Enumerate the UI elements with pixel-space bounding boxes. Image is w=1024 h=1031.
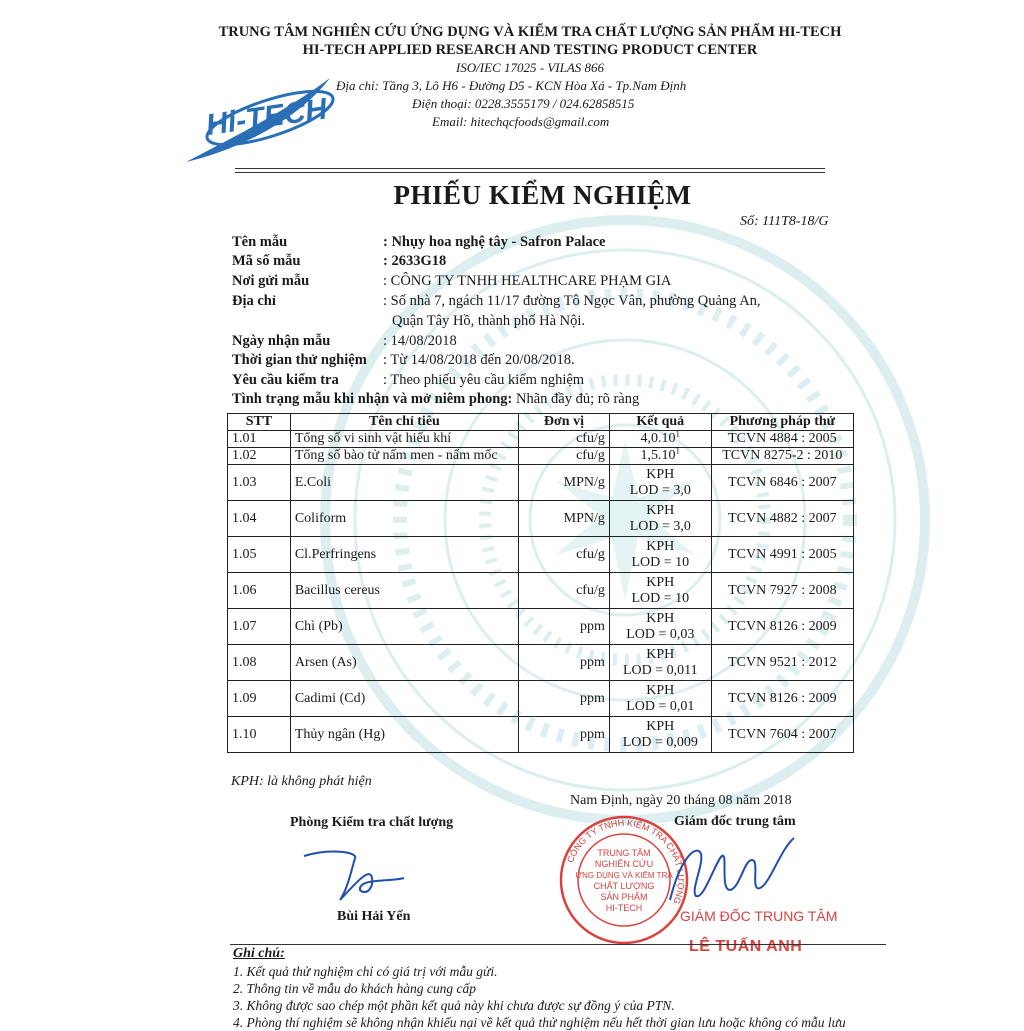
cell-stt: 1.09 (228, 681, 291, 717)
cell-unit: cfu/g (519, 537, 610, 573)
header-name: Tên chỉ tiêu (290, 414, 518, 431)
header-rule-thin (235, 172, 825, 173)
cell-result (609, 465, 711, 501)
received-date-value: : 14/08/2018 (383, 333, 457, 349)
cell-result (609, 573, 711, 609)
signature-2 (660, 830, 800, 920)
result-lod: LOD = 3,0 (629, 518, 691, 534)
result-base: KPH (646, 718, 675, 734)
org-email: Email: hitechqcfoods@gmail.com (432, 114, 610, 129)
cell-unit: cfu/g (519, 573, 610, 609)
cell-stt: 1.03 (228, 465, 291, 501)
condition-value: Nhãn đầy đủ; rõ ràng (512, 391, 640, 407)
stamp-line-6: HI-TECH (605, 903, 643, 913)
standards-line: ISO/IEC 17025 - VILAS 866 (455, 60, 605, 75)
address-value-2: Quận Tây Hồ, thành phố Hà Nội. (392, 313, 586, 329)
notes-heading: Ghi chú: (233, 946, 285, 961)
sample-name-value: : Nhụy hoa nghệ tây - Safron Palace (383, 234, 606, 250)
cell-name: Coliform (290, 501, 518, 537)
table-row (228, 645, 854, 681)
cell-stt: 1.05 (228, 537, 291, 573)
sender-label: Nơi gửi mẫu (232, 273, 310, 289)
cell-result (609, 537, 711, 573)
result-lod: LOD = 10 (631, 554, 690, 570)
table-row (228, 717, 854, 753)
director-title: Giám đốc trung tâm (674, 814, 796, 829)
header-result: Kết quả (609, 414, 711, 431)
cell-result (609, 445, 711, 465)
result-lod: LOD = 10 (631, 590, 690, 606)
cell-name: Cadimi (Cd) (290, 681, 518, 717)
sample-code-value: : 2633G18 (383, 253, 447, 269)
stamp-ring-text: CÔNG TY TNHH KIỂM TRA CHẤT LƯỢNG (565, 817, 687, 906)
sample-code-label: Mã số mẫu (232, 253, 301, 269)
cell-unit: MPN/g (519, 501, 610, 537)
table-row (228, 609, 854, 645)
cell-result (609, 428, 711, 448)
result-lod: LOD = 0,009 (622, 734, 698, 750)
cell-stt: 1.06 (228, 573, 291, 609)
cell-stt: 1.07 (228, 609, 291, 645)
result-base: KPH (646, 502, 675, 518)
table-row (228, 465, 854, 501)
table-row (228, 537, 854, 573)
result-lod: LOD = 3,0 (629, 482, 691, 498)
request-label: Yêu cầu kiểm tra (232, 372, 339, 388)
header-unit: Đơn vị (519, 414, 610, 431)
cell-stt: 1.04 (228, 501, 291, 537)
result-lod: LOD = 0,011 (622, 662, 698, 678)
cell-method: TCVN 7604 : 2007 (711, 717, 853, 753)
stamp-line-4: CHẤT LƯỢNG (593, 881, 655, 891)
cell-unit: ppm (519, 717, 610, 753)
cell-name: Cl.Perfringens (290, 537, 518, 573)
note-item: 1. Kết quả thử nghiệm chỉ có giá trị với mẫu gửi. (233, 964, 498, 979)
table-row (228, 501, 854, 537)
result-base: KPH (646, 466, 675, 482)
result-base: 4,0.10 (640, 431, 676, 446)
result-base: KPH (646, 646, 675, 662)
logo-text: Hi-TECH (204, 92, 330, 143)
results-table (227, 413, 854, 753)
request-value: : Theo phiếu yêu cầu kiểm nghiệm (383, 372, 585, 388)
result-exponent: 1 (675, 445, 681, 456)
sample-name-label: Tên mẫu (232, 234, 288, 250)
cell-method: TCVN 4991 : 2005 (711, 537, 853, 573)
received-date-label: Ngày nhận mẫu (232, 333, 331, 349)
cell-method: TCVN 6846 : 2007 (711, 465, 853, 501)
org-address: Địa chỉ: Tầng 3, Lô H6 - Đường D5 - KCN Hòa Xá - Tp.Nam Định (336, 78, 687, 93)
table-row (228, 448, 854, 465)
cell-result (609, 717, 711, 753)
cell-name: Tổng số bào tử nấm men - nấm mốc (290, 448, 518, 465)
cell-method: TCVN 9521 : 2012 (711, 645, 853, 681)
stamp-line-2: NGHIÊN CỨU (594, 859, 654, 869)
cell-method: TCVN 8275-2 : 2010 (711, 448, 853, 465)
cell-method: TCVN 7927 : 2008 (711, 573, 853, 609)
org-name-en: HI-TECH APPLIED RESEARCH AND TESTING PRODUCT CENTER (302, 42, 758, 58)
cell-method: TCVN 4884 : 2005 (711, 431, 853, 448)
result-base: KPH (646, 538, 675, 554)
cell-stt: 1.10 (228, 717, 291, 753)
department-title: Phòng Kiểm tra chất lượng (290, 815, 454, 830)
cell-unit: ppm (519, 681, 610, 717)
org-name-vi: TRUNG TÂM NGHIÊN CỨU ỨNG DỤNG VÀ KIỂM TRA CHẤT LƯỢNG SẢN PHẨM HI-TECH (218, 24, 842, 40)
kph-note: KPH: là không phát hiện (231, 774, 372, 789)
signer-name: Bùi Hải Yến (337, 909, 411, 924)
cell-method: TCVN 8126 : 2009 (711, 609, 853, 645)
cell-stt: 1.08 (228, 645, 291, 681)
cell-unit: cfu/g (519, 431, 610, 448)
note-item: 3. Không được sao chép một phần kết quả này khi chưa được sự đồng ý của PTN. (233, 998, 675, 1013)
org-phone: Điện thoại: 0228.3555179 / 024.62858515 (412, 96, 635, 111)
hitech-logo (178, 70, 338, 170)
cell-name: Tổng số vi sinh vật hiếu khí (290, 431, 518, 448)
cell-result (609, 501, 711, 537)
table-row (228, 431, 854, 448)
test-time-value: : Từ 14/08/2018 đến 20/08/2018. (383, 352, 575, 368)
header-rule (235, 168, 825, 169)
stamp-name: LÊ TUẤN ANH (689, 938, 803, 955)
header-stt: STT (228, 414, 291, 431)
table-row (228, 681, 854, 717)
result-base: KPH (646, 610, 675, 626)
address-value-1: : Số nhà 7, ngách 11/17 đường Tô Ngọc Vân, phường Quảng An, (383, 293, 761, 309)
cell-unit: ppm (519, 645, 610, 681)
condition-line (232, 391, 639, 408)
cell-unit: ppm (519, 609, 610, 645)
cell-result (609, 645, 711, 681)
condition-label: Tình trạng mẫu khi nhận và mở niêm phong: (232, 391, 513, 407)
cell-result (609, 609, 711, 645)
note-item: 4. Phòng thí nghiệm sẽ không nhận khiếu nại về kết quả thử nghiệm nếu hết thời gian lưu hoặc không có mẫu lưu (233, 1015, 846, 1030)
cell-name: Chì (Pb) (290, 609, 518, 645)
cell-method: TCVN 8126 : 2009 (711, 681, 853, 717)
cell-name: Arsen (As) (290, 645, 518, 681)
cell-stt: 1.01 (228, 431, 291, 448)
result-base: KPH (646, 682, 675, 698)
stamp-line-5: SẢN PHẨM (600, 892, 648, 902)
signature-1 (300, 838, 410, 908)
notes-rule (230, 944, 886, 945)
stamp-line-1: TRUNG TÂM (597, 848, 651, 858)
note-item: 2. Thông tin về mẫu do khách hàng cung cấp (233, 981, 476, 996)
result-base: 1,5.10 (640, 448, 676, 463)
document-title: PHIẾU KIỂM NGHIỆM (393, 180, 692, 210)
cell-name: E.Coli (290, 465, 518, 501)
cell-name: Thủy ngân (Hg) (290, 717, 518, 753)
cell-result (609, 681, 711, 717)
result-lod: LOD = 0,03 (626, 626, 695, 642)
cell-method: TCVN 4882 : 2007 (711, 501, 853, 537)
issue-date: Nam Định, ngày 20 tháng 08 năm 2018 (570, 793, 792, 808)
sender-value: : CÔNG TY TNHH HEALTHCARE PHẠM GIA (383, 273, 672, 289)
cell-stt: 1.02 (228, 448, 291, 465)
result-base: KPH (646, 574, 675, 590)
address-label: Địa chỉ (232, 293, 276, 309)
cell-name: Bacillus cereus (290, 573, 518, 609)
stamp-role: GIÁM ĐỐC TRUNG TÂM (680, 908, 838, 924)
result-lod: LOD = 0,01 (626, 698, 695, 714)
test-time-label: Thời gian thử nghiệm (232, 352, 367, 368)
table-header-row (228, 414, 854, 431)
table-row (228, 573, 854, 609)
cell-unit: cfu/g (519, 448, 610, 465)
document-number: Số: 111T8-18/G (740, 214, 829, 229)
result-exponent: 1 (675, 428, 681, 439)
stamp-line-3: ỨNG DỤNG VÀ KIỂM TRA (575, 871, 673, 880)
cell-unit: MPN/g (519, 465, 610, 501)
header-method: Phương pháp thử (711, 414, 853, 431)
